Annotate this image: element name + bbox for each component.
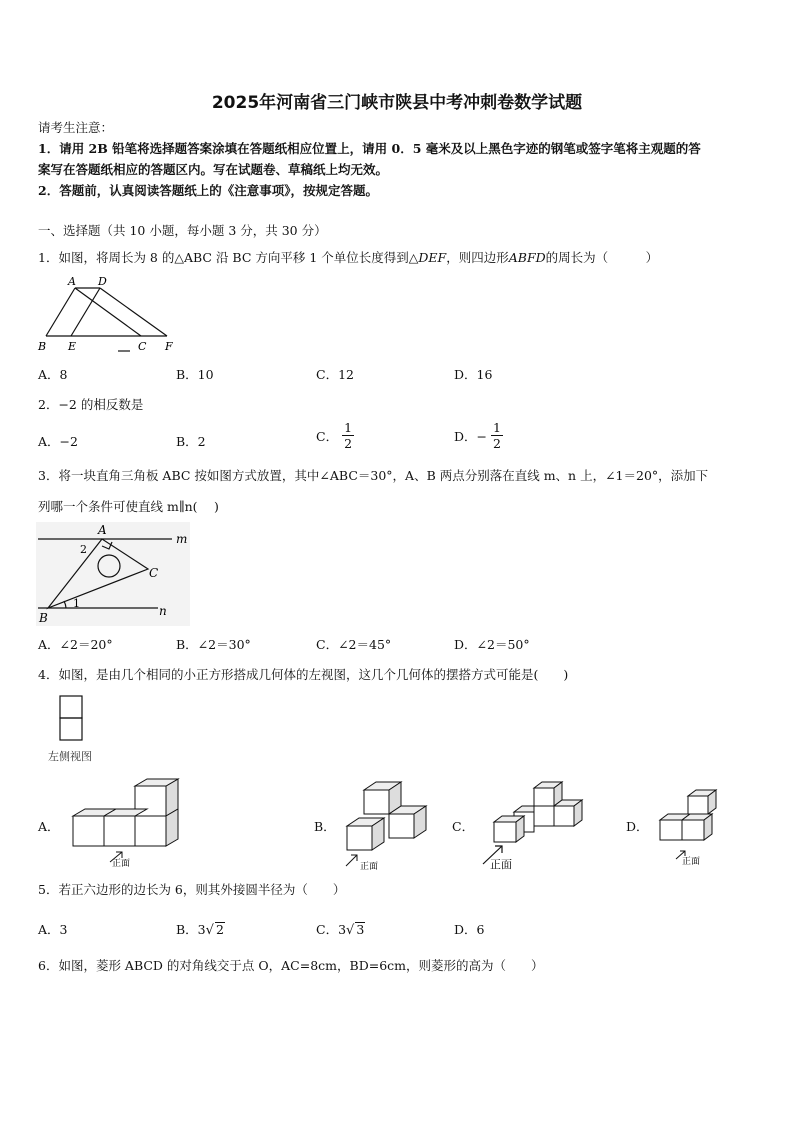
q1-option-c[interactable]: C．12	[316, 367, 354, 382]
question-6-stem: 6．如图，菱形 ABCD 的对角线交于点 O，AC=8cm，BD=6cm，则菱形的高为（ ）	[38, 958, 544, 973]
q4-option-a[interactable]: A．	[38, 819, 60, 834]
q1-label-d: D	[98, 275, 107, 288]
sqrt-icon: √	[205, 923, 214, 938]
q4-option-b[interactable]: B．	[314, 819, 336, 834]
q3-option-b[interactable]: B．∠2＝30°	[176, 637, 251, 652]
q2-option-d-fraction	[491, 420, 503, 451]
q1-label-c: C	[138, 340, 147, 353]
fraction-numerator: 1	[493, 420, 501, 435]
notice-heading: 请考生注意：	[38, 120, 114, 135]
q4-b-front-label: 正面	[360, 862, 379, 872]
q1-option-a[interactable]: A．8	[38, 367, 68, 382]
q1-stem-part: ，则四边形	[446, 250, 509, 265]
q1-label-e: E	[68, 340, 77, 353]
q1-label-b: B	[38, 340, 47, 353]
question-3-stem-b: 列哪一个条件可使直线 m∥n( )	[38, 499, 219, 514]
notice-line-1b: 案写在答题纸相应的答题区内。写在试题卷、草稿纸上均无效。	[38, 162, 389, 177]
question-3-stem-a: 3．将一块直角三角板 ABC 按如图方式放置，其中∠ABC＝30°，A、B 两点分别落在直线 m、n 上，∠1＝20°，添加下	[38, 468, 709, 483]
q1-triangle-def: △DEF	[408, 250, 447, 265]
q5-option-c-radicand: 3	[356, 922, 365, 937]
q4-option-a-figure	[70, 776, 190, 870]
page-title: 2025年河南省三门峡市陕县中考冲刺卷数学试题	[211, 93, 583, 113]
q4-option-c-figure	[478, 776, 588, 872]
notice-line-2: 2．答题前，认真阅读答题纸上的《注意事项》，按规定答题。	[38, 183, 378, 198]
q2-option-c[interactable]	[316, 420, 354, 451]
sqrt-icon: √	[346, 923, 355, 938]
q5-option-b-radicand: 2	[215, 922, 224, 937]
q1-label-f: F	[165, 340, 173, 353]
q3-label-b: B	[39, 611, 48, 625]
q4-left-view-label: 左侧视图	[48, 750, 92, 763]
q4-c-front-label: 正面	[490, 858, 512, 871]
q4-option-d-figure	[656, 782, 726, 870]
q2-option-c-label: C．	[316, 428, 339, 444]
question-4-stem: 4．如图，是由几个相同的小正方形搭成几何体的左视图，这几个几何体的摆搭方式可能是( )	[38, 667, 569, 682]
q5-option-c[interactable]	[316, 920, 365, 938]
q2-option-d[interactable]	[454, 420, 503, 451]
q3-label-m: m	[176, 532, 188, 546]
question-1-stem	[38, 248, 658, 268]
q5-option-b-label: B．3	[176, 922, 206, 937]
q3-figure	[36, 522, 196, 626]
question-5-stem: 5．若正六边形的边长为 6，则其外接圆半径为（ ）	[38, 882, 346, 897]
q1-label-a: A	[68, 275, 76, 288]
fraction-denominator: 2	[344, 436, 353, 451]
q4-option-c[interactable]: C．	[452, 819, 475, 834]
q4-option-d[interactable]: D．	[626, 819, 649, 834]
q1-option-b[interactable]: B．10	[176, 367, 214, 382]
section-heading: 一、选择题（共 10 小题，每小题 3 分，共 30 分）	[38, 223, 327, 238]
q5-option-d[interactable]: D．6	[454, 922, 485, 937]
q4-d-front-label: 正面	[682, 857, 701, 867]
q3-option-d[interactable]: D．∠2＝50°	[454, 637, 530, 652]
q1-stem-part: 的周长为（ ）	[545, 250, 659, 265]
q1-quad-abfd: ABFD	[508, 250, 546, 265]
fraction-denominator: 2	[493, 436, 501, 451]
q1-option-d[interactable]: D．16	[454, 367, 493, 382]
q3-option-c[interactable]: C．∠2＝45°	[316, 637, 392, 652]
q2-option-c-fraction	[342, 420, 354, 451]
q3-option-a[interactable]: A．∠2＝20°	[38, 637, 113, 652]
notice-line-1a: 1．请用 2B 铅笔将选择题答案涂填在答题纸相应位置上，请用 0．5 毫米及以上黑色字迹的钢笔或签字笔将主观题的答	[38, 141, 701, 156]
q1-stem-part: 1．如图，将周长为 8 的△ABC 沿 BC 方向平移 1 个单位长度得到	[38, 250, 409, 265]
q2-option-a[interactable]: A．−2	[38, 434, 78, 449]
q5-option-c-label: C．3	[316, 922, 347, 937]
q4-left-view-figure	[46, 694, 106, 766]
q3-angle-2: 2	[80, 543, 87, 556]
q5-option-b[interactable]	[176, 920, 225, 938]
q1-figure	[36, 272, 181, 354]
q3-angle-1: 1	[73, 597, 80, 610]
q3-label-n: n	[159, 604, 167, 618]
fraction-numerator: 1	[344, 420, 353, 435]
question-2-stem: 2．−2 的相反数是	[38, 397, 144, 412]
q3-label-c: C	[149, 566, 159, 580]
q2-option-b[interactable]: B．2	[176, 434, 206, 449]
q4-option-b-figure	[338, 776, 438, 872]
q5-option-a[interactable]: A．3	[38, 922, 68, 937]
q3-label-a: A	[98, 523, 107, 537]
q2-option-d-label: D．−	[454, 428, 487, 444]
q4-a-front-label: 正面	[112, 859, 131, 869]
